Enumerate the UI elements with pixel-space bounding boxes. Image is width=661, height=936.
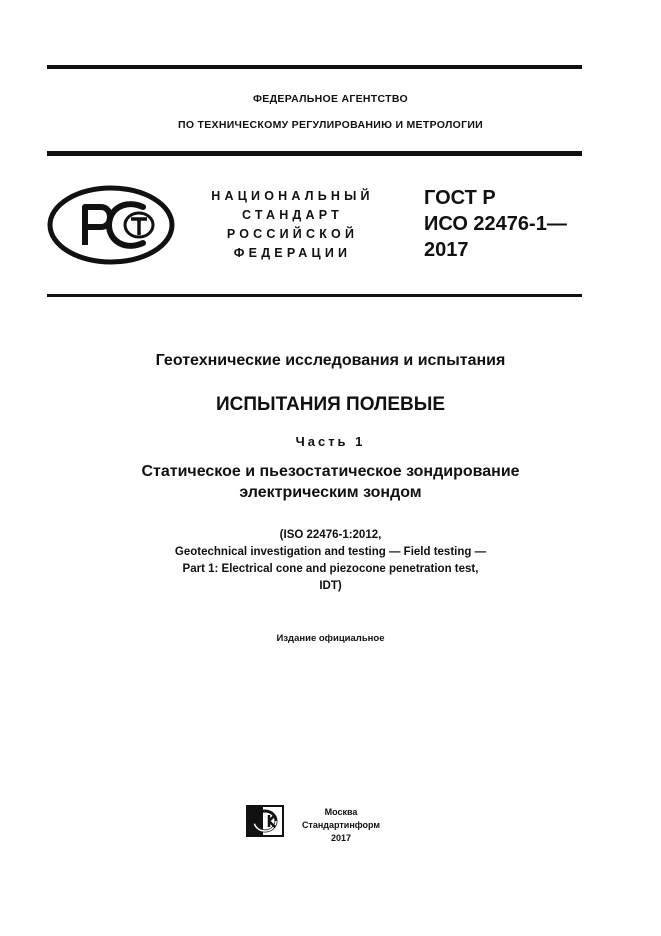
iso-reference-line-3: Part 1: Electrical cone and piezocone penetration test, xyxy=(182,563,479,575)
publisher-name: Стандартинформ xyxy=(301,820,381,830)
standard-type-line-2: СТАНДАРТ xyxy=(242,208,343,222)
standard-type-line-1: НАЦИОНАЛЬНЫЙ xyxy=(211,189,374,203)
edition-label: Издание официальное xyxy=(276,633,385,644)
standard-type-line-4: ФЕДЕРАЦИИ xyxy=(233,246,352,260)
title-rule xyxy=(47,294,582,297)
header-rule xyxy=(47,151,582,156)
general-title: Геотехнические исследования и испытания xyxy=(155,352,506,369)
rst-logo-icon xyxy=(47,185,175,270)
publisher-city: Москва xyxy=(324,807,358,817)
iso-reference-line-1: (ISO 22476-1:2012, xyxy=(279,529,382,541)
designation-line-2: ИСО 22476-1— xyxy=(424,213,567,235)
agency-line-1: ФЕДЕРАЛЬНОЕ АГЕНТСТВО xyxy=(253,93,408,105)
iso-reference-line-2: Geotechnical investigation and testing — Field testing — xyxy=(174,546,487,558)
agency-line-2: ПО ТЕХНИЧЕСКОМУ РЕГУЛИРОВАНИЮ И МЕТРОЛОГИИ xyxy=(177,119,484,131)
main-title: ИСПЫТАНИЯ ПОЛЕВЫЕ xyxy=(215,394,446,415)
subtitle-line-2: электрическим зондом xyxy=(239,484,422,501)
iso-reference-line-4: IDT) xyxy=(319,580,342,592)
publisher-block xyxy=(295,806,387,845)
subtitle-line-1: Статическое и пьезостатическое зондирование xyxy=(141,463,520,480)
part-label: Часть 1 xyxy=(295,434,366,449)
designation-line-1: ГОСТ Р xyxy=(424,187,496,209)
standard-type-line-3: РОССИЙСКОЙ xyxy=(226,227,359,241)
standard-designation xyxy=(424,185,567,263)
top-rule xyxy=(47,65,582,69)
publisher-year: 2017 xyxy=(330,833,352,843)
standartinform-logo-icon xyxy=(245,805,285,842)
designation-line-3: 2017 xyxy=(424,239,469,261)
